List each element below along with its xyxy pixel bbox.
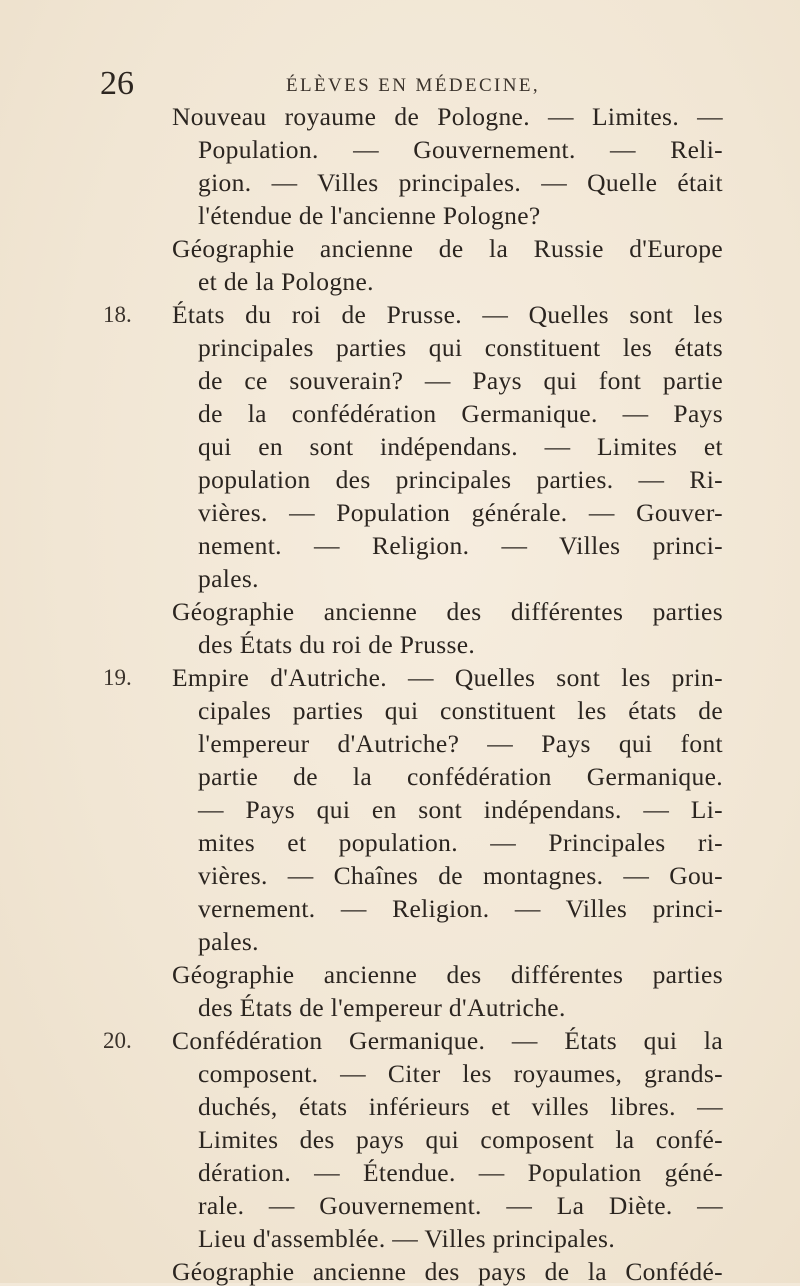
text-line: population des principales parties. — Ri- [198,465,723,494]
text-line: Géographie ancienne des différentes parties [172,960,723,989]
text-line: l'étendue de l'ancienne Pologne? [198,201,541,230]
text-line: vières. — Population générale. — Gouver- [198,498,723,527]
text-line: cipales parties qui constituent les états de [198,696,723,725]
text-line: États du roi de Prusse. — Quelles sont les [172,300,723,329]
text-line: et de la Pologne. [198,267,374,296]
text-line: Limites des pays qui composent la confé- [198,1125,723,1154]
entry-number: 18. [103,302,132,327]
text-line: partie de la confédération Germanique. [198,762,723,791]
text-line: Nouveau royaume de Pologne. — Limites. — [172,102,723,131]
text-line: rale. — Gouvernement. — La Diète. — [198,1191,723,1220]
text-line: Géographie ancienne des pays de la Confédé- [172,1257,723,1286]
text-line: Lieu d'assemblée. — Villes principales. [198,1224,616,1253]
text-line: l'empereur d'Autriche? — Pays qui font [198,729,723,758]
text-line: duchés, états inférieurs et villes libres. — [198,1092,723,1121]
page-header [0,64,800,104]
text-line: des États du roi de Prusse. [198,630,476,659]
text-line: de la confédération Germanique. — Pays [198,399,723,428]
text-line: vières. — Chaînes de montagnes. — Gou- [198,861,723,890]
text-line: qui en sont indépendans. — Limites et [198,432,723,461]
text-line: des États de l'empereur d'Autriche. [198,993,566,1022]
text-line: pales. [198,927,259,956]
text-line: dération. — Étendue. — Population géné- [198,1158,723,1187]
text-line: nement. — Religion. — Villes princi- [198,531,723,560]
text-line: Géographie ancienne des différentes parties [172,597,723,626]
text-line: de ce souverain? — Pays qui font partie [198,366,723,395]
text-line: vernement. — Religion. — Villes princi- [198,894,723,923]
text-line: Confédération Germanique. — États qui la [172,1026,723,1055]
entry-number: 19. [103,665,132,690]
text-line: gion. — Villes principales. — Quelle était [198,168,723,197]
page-number: 26 [100,65,134,102]
text-line: composent. — Citer les royaumes, grands- [198,1059,723,1088]
running-head: ÉLÈVES EN MÉDECINE, [286,75,541,96]
text-line: Géographie ancienne de la Russie d'Europe [172,234,723,263]
text-line: Empire d'Autriche. — Quelles sont les prin- [172,663,723,692]
text-line: pales. [198,564,259,593]
text-line: principales parties qui constituent les états [198,333,723,362]
text-line: Population. — Gouvernement. — Reli- [198,135,723,164]
text-line: — Pays qui en sont indépendans. — Li- [198,795,723,824]
entry-number: 20. [103,1028,132,1053]
text-line: mites et population. — Principales ri- [198,828,723,857]
